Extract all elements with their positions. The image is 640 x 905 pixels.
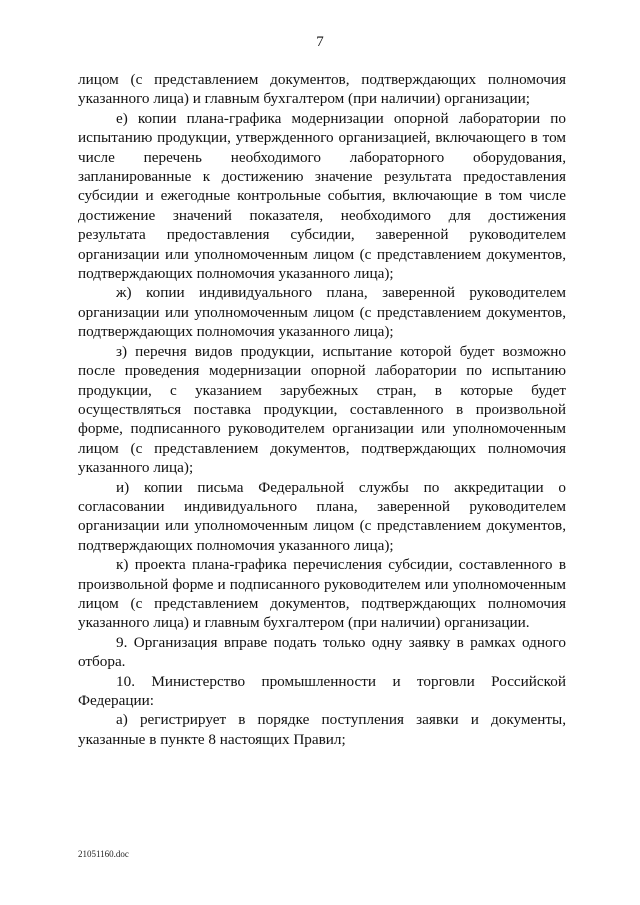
paragraph-item-a: а) регистрирует в порядке поступления заявки и документы, указанные в пункте 8 настоящих Правил; [78, 711, 566, 748]
paragraph-clause-9: 9. Организация вправе подать только одну заявку в рамках одного отбора. [78, 633, 566, 671]
paragraph-clause-10: 10. Министерство промышленности и торговли Российской Федерации: [78, 672, 566, 709]
footer-filename: 21051160.doc [78, 849, 129, 859]
page-number: 7 [316, 34, 324, 50]
paragraph-continuation: лицом (с представлением документов, подтверждающих полномочия указанного лица) и главным бухгалтером (при наличии) организации; [78, 71, 566, 108]
paragraph-item-e: е) копии плана-графика модернизации опорной лаборатории по испытанию продукции, утвержденного организацией, включающего в том числе перечень необходимого лабораторного оборудования, запланированные к достижению значение результата предоставления субсидии и ежегодные контрольные события, включающие в том числе достижение значений показателя, необходимого для достижения результата предоставления субсидии, заверенной руководителем организации или уполномоченным лицом (с представлением документов, подтверждающих полномочия указанного лица); [78, 109, 566, 283]
paragraph-item-z: з) перечня видов продукции, испытание которой будет возможно после проведения модернизации опорной лаборатории по испытанию продукции, с указанием зарубежных стран, в которые будет осуществляться поставка продукции, составленного в произвольной форме, подписанного руководителем организации или уполномоченным лицом (с представлением документов, подтверждающих полномочия указанного лица); [78, 342, 566, 477]
paragraph-item-zh: ж) копии индивидуального плана, заверенной руководителем организации или уполномоченным лицом (с представлением документов, подтверждающих полномочия указанного лица); [78, 284, 566, 341]
document-body [78, 70, 566, 749]
paragraph-item-k: к) проекта плана-графика перечисления субсидии, составленного в произвольной форме и подписанного руководителем или уполномоченным лицом (с представлением документов, подтверждающих полномочия указанного лица) и главным бухгалтером (при наличии) организации. [78, 556, 566, 632]
paragraph-item-i: и) копии письма Федеральной службы по аккредитации о согласовании индивидуального плана, заверенной руководителем организации или уполномоченным лицом (с представлением документов, подтверждающих полномочия указанного лица); [78, 478, 566, 554]
